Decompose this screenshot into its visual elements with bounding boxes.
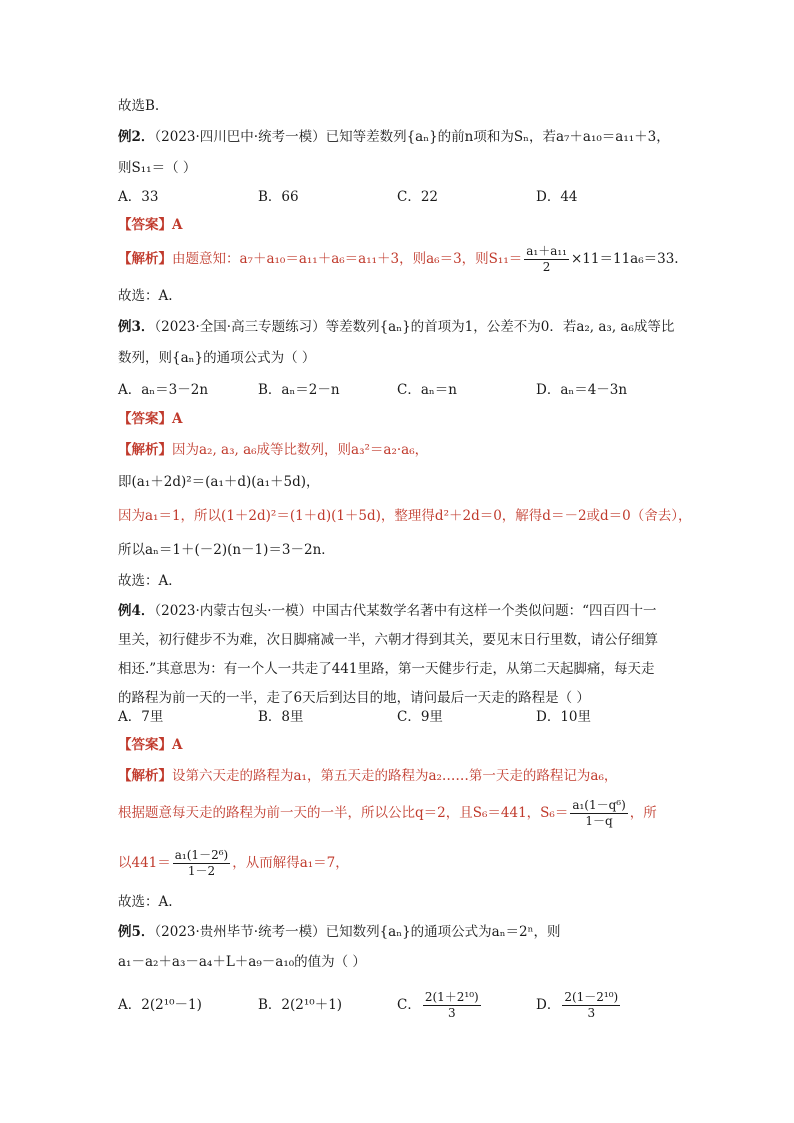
ex4-question-line2: 里关，初行健步不为难，次日脚痛减一半，六朝才得到其关，要见末日行里数，请公仔细算 [118, 632, 658, 648]
ex3-option-d: D．aₙ＝4－3n [536, 382, 628, 398]
ex2-choice: 故选：A. [118, 288, 173, 304]
ex4-analysis-1 [118, 766, 617, 786]
ex4-analysis-3-head: 以441＝ [118, 855, 171, 871]
ex5-optc-den: 3 [447, 1005, 456, 1020]
ex3-question-line1 [118, 317, 674, 337]
previous-choice: 故选B. [118, 98, 160, 114]
ex2-question-line2: 则S₁₁＝（ ） [118, 160, 197, 176]
ex3-option-b: B．aₙ＝2－n [258, 382, 340, 398]
ex4-label: 例4． [118, 603, 155, 619]
ex2-option-a: A．33 [118, 189, 159, 205]
ex3-analysis-3: 因为a₁＝1，所以(1＋2d)²＝(1＋d)(1＋5d)，整理得d²＋2d＝0，解得d＝－2或d＝0（舍去）， [118, 508, 692, 524]
ex2-fraction [524, 244, 569, 275]
ex2-analysis-tail: ×11＝11a₆＝33. [571, 251, 679, 267]
ex5-label: 例5． [118, 924, 155, 940]
ex2-question-line1 [118, 127, 670, 147]
ex4-option-b: B．8里 [258, 709, 304, 725]
ex3-analysis-1 [118, 440, 428, 460]
ex4-question-line3: 相还.”其意思为：有一个人一共走了441里路，第一天健步行走，从第二天起脚痛，每天走 [118, 661, 655, 677]
ex3-text1: （2023·全国·高三专题练习）等差数列{aₙ}的首项为1，公差不为0．若a₂, a₃, a₆成等比 [154, 319, 675, 335]
ex5-text1: （2023·贵州毕节·统考一模）已知数列{aₙ}的通项公式为aₙ＝2ⁿ，则 [154, 924, 561, 940]
ex2-answer: 【答案】A [118, 217, 183, 233]
ex4-analysis-2-tail: ，所 [629, 805, 657, 821]
ex2-analysis-tag: 【解析】 [118, 251, 172, 267]
ex5-option-b: B．2(2¹⁰＋1) [258, 997, 343, 1013]
ex4-analysis-3-tail: ，从而解得a₁＝7， [232, 855, 349, 871]
ex3-analysis-tag: 【解析】 [118, 442, 172, 458]
ex5-option-d [536, 985, 622, 1025]
ex5-optd-den: 3 [587, 1005, 596, 1020]
ex4-frac1-num: a₁(1－q⁶) [572, 797, 626, 812]
ex2-frac-den: 2 [542, 259, 551, 274]
ex3-choice: 故选：A． [118, 573, 182, 589]
ex3-question-line2: 数列，则{aₙ}的通项公式为（ ） [118, 350, 316, 366]
ex4-analysis-1-text: 设第六天走的路程为a₁，第五天走的路程为a₂……第一天走的路程记为a₆， [172, 768, 618, 784]
ex4-choice: 故选：A. [118, 894, 173, 910]
ex5-question-line2: a₁－a₂＋a₃－a₄＋L＋a₉－a₁₀的值为（ ） [118, 954, 366, 970]
ex2-text1: （2023·四川巴中·统考一模）已知等差数列{aₙ}的前n项和为Sₙ，若a₇＋a₁₀＝a₁₁＋3， [154, 129, 670, 145]
ex2-analysis [118, 244, 679, 274]
ex5-question-line1 [118, 922, 560, 942]
ex3-label: 例3． [118, 319, 155, 335]
ex4-frac1-den: 1－q [585, 813, 613, 828]
ex3-option-c: C．aₙ＝n [397, 382, 457, 398]
ex4-fraction-2 [173, 848, 230, 879]
ex4-question-line1 [118, 601, 657, 621]
ex5-option-a: A．2(2¹⁰－1) [118, 997, 202, 1013]
ex5-option-c-fraction [423, 990, 481, 1021]
ex5-option-c-label: C． [397, 997, 421, 1013]
ex2-label: 例2． [118, 129, 155, 145]
ex4-analysis-2-head: 根据题意每天走的路程为前一天的一半，所以公比q＝2，且S₆＝441，S₆＝ [118, 805, 569, 821]
ex3-analysis-2: 即(a₁＋2d)²＝(a₁＋d)(a₁＋5d)， [118, 474, 320, 490]
ex4-option-c: C．9里 [397, 709, 443, 725]
ex2-option-b: B．66 [258, 189, 299, 205]
ex5-option-d-label: D． [536, 997, 561, 1013]
ex5-optc-num: 2(1＋2¹⁰) [424, 989, 479, 1004]
ex4-option-a: A．7里 [118, 709, 164, 725]
ex2-frac-num: a₁＋a₁₁ [526, 243, 567, 258]
ex5-option-c [397, 985, 483, 1025]
ex4-fraction-1 [570, 798, 627, 829]
ex4-answer: 【答案】A [118, 737, 183, 753]
ex2-analysis-text: 由题意知：a₇＋a₁₀＝a₁₁＋a₆＝a₁₁＋3，则a₆＝3，则S₁₁＝ [172, 251, 523, 267]
ex4-analysis-2 [118, 796, 657, 830]
ex2-option-c: C．22 [397, 189, 439, 205]
ex3-analysis-1-text: 因为a₂, a₃, a₆成等比数列，则a₃²＝a₂·a₆， [172, 442, 429, 458]
ex5-optd-num: 2(1－2¹⁰) [564, 989, 619, 1004]
ex4-analysis-tag: 【解析】 [118, 768, 172, 784]
ex4-option-d: D．10里 [536, 709, 592, 725]
ex4-frac2-den: 1－2 [187, 863, 216, 878]
ex2-option-d: D．44 [536, 189, 578, 205]
ex4-analysis-3 [118, 846, 349, 880]
ex3-answer: 【答案】A [118, 411, 183, 427]
ex3-analysis-4: 所以aₙ＝1＋(－2)(n－1)＝3－2n． [118, 542, 335, 558]
ex4-question-line4: 的路程为前一天的一半，走了6天后到达目的地，请问最后一天走的路程是（ ） [118, 690, 590, 706]
ex4-frac2-num: a₁(1－2⁶) [174, 847, 229, 862]
ex3-option-a: A．aₙ＝3－2n [118, 382, 209, 398]
ex5-option-d-fraction [562, 990, 620, 1021]
ex4-text1: （2023·内蒙古包头·一模）中国古代某数学名著中有这样一个类似问题：“四百四十一 [154, 603, 657, 619]
